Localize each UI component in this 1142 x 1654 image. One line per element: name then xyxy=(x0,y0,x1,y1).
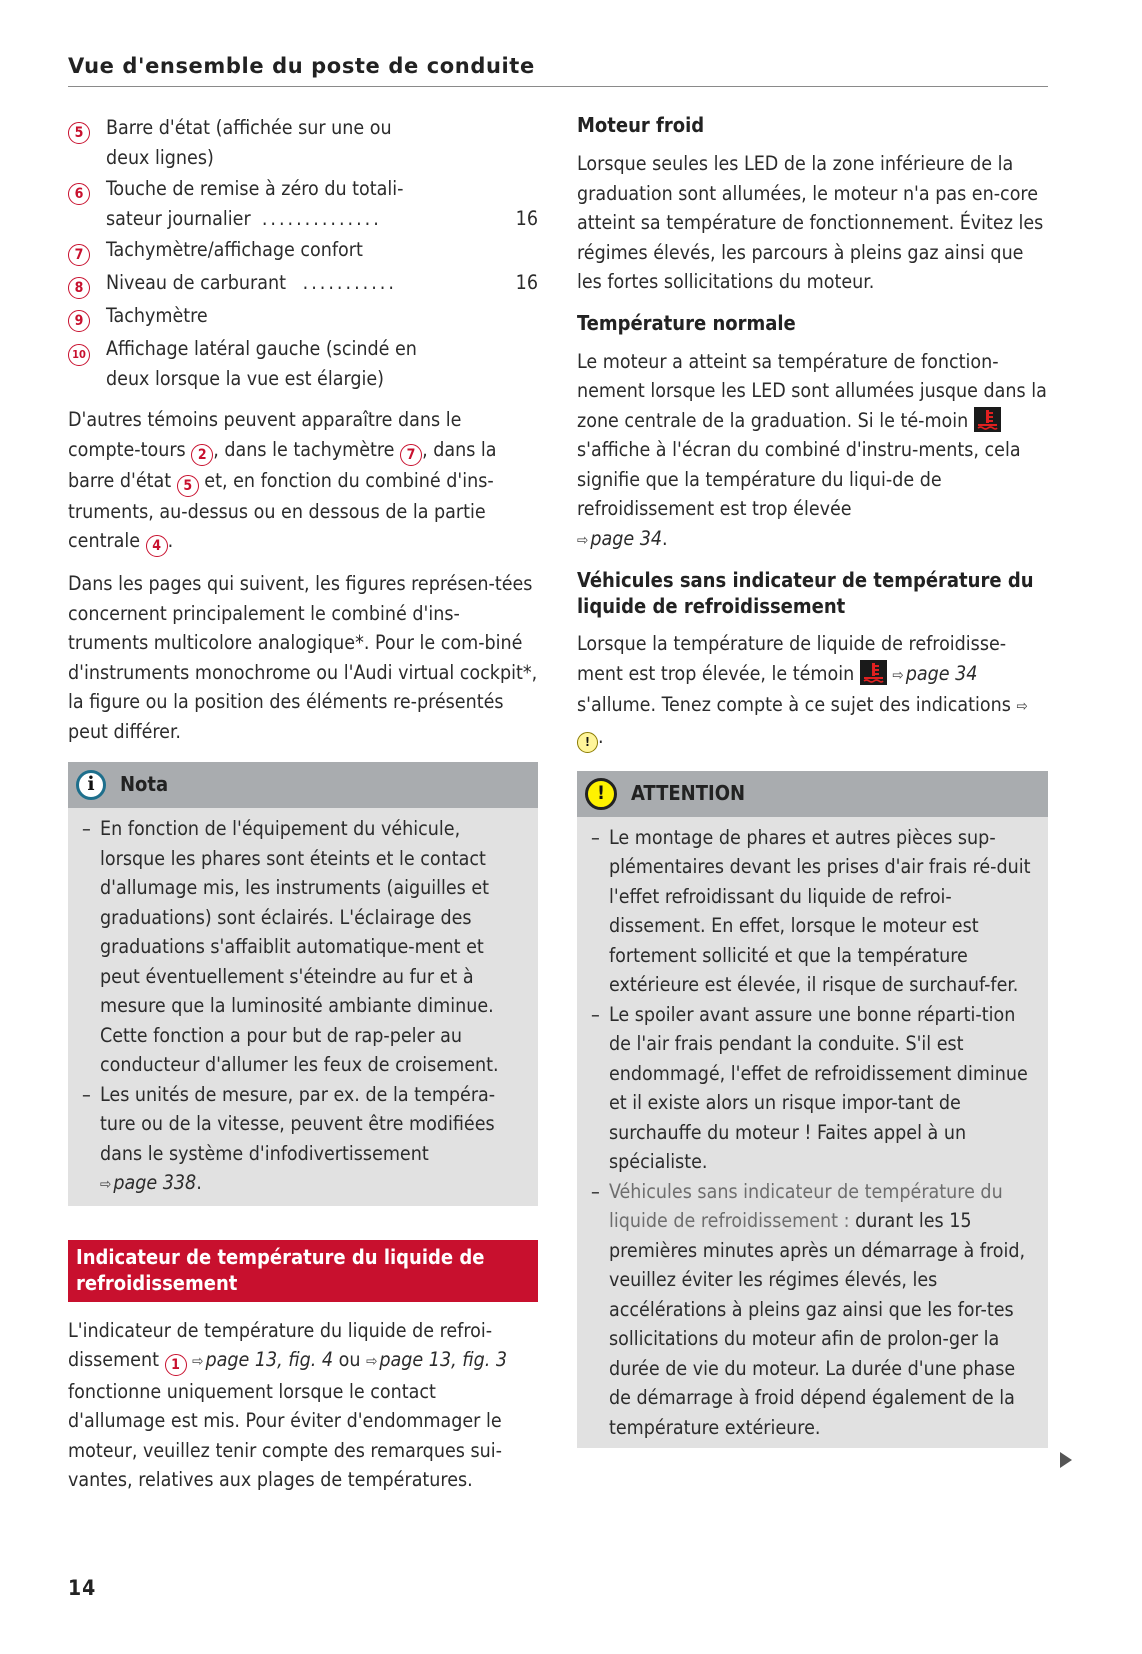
note-item: – Les unités de mesure, par ex. de la tempéra-ture ou de la vitesse, peuvent être modifiées dans le système d'infodivertissement ⇨ page 338. xyxy=(82,1082,496,1194)
text: fonctionne uniquement lorsque le contact d'allumage est mis. Pour éviter d'endommager le moteur, veuillez tenir compte des remarques sui-vantes, relatives aux plages de températures. xyxy=(68,1379,502,1491)
text: , dans la barre d'état xyxy=(68,437,497,492)
warning-item-text: Le spoiler avant assure une bonne réparti-tion de l'air frais pendant la conduite. S'il est endommagé, l'effet de refroidissement diminue et il existe alors un risque impor-tant de surchauffe du moteur ! Faites appel à un spécialiste. xyxy=(609,1002,1028,1174)
legend-text: Barre d'état (affichée sur une ou xyxy=(106,116,392,139)
callout-number: 8 xyxy=(68,277,90,299)
heading-normal-temperature: Température normale xyxy=(577,310,796,335)
warning-box xyxy=(577,771,1048,1449)
note-box xyxy=(68,762,538,1206)
page-ref-link[interactable] xyxy=(366,1348,507,1371)
condition-label: Véhicules sans indicateur de température du liquide de refroidissement : xyxy=(609,1179,1003,1233)
legend-item-5 xyxy=(68,113,538,172)
legend-item-7 xyxy=(68,235,538,266)
warning-ref-icon[interactable]: ! xyxy=(577,732,598,753)
warning-item: – Véhicules sans indicateur de température du liquide de refroidissement : durant les 15 premières minutes après un démarrage à froid, veuillez éviter les régimes élevés, les accélérations à pleins gaz ainsi que les for-tes sollicitations du moteur afin de prolon-ger la durée de vie du moteur. La durée d'une phase de démarrage à froid dépend également de la température extérieure. xyxy=(591,1179,1026,1439)
callout-number: 10 xyxy=(68,344,90,366)
arrow-right-icon: ⇨ xyxy=(892,665,904,684)
page-ref-link[interactable]: 16 xyxy=(515,206,538,230)
dot-leader: ........... xyxy=(302,271,397,294)
text: s'allume. Tenez compte à ce sujet des indications xyxy=(577,693,1017,716)
paragraph-cold-engine: Lorsque seules les LED de la zone inférieure de la graduation sont allumées, le moteur n'a pas en-core atteint sa température de fonctionnement. Évitez les régimes élevés, les parcours à pleins gaz ainsi que les fortes sollicitations du moteur. xyxy=(577,152,1044,293)
page-ref-text[interactable]: page 34 xyxy=(590,526,663,550)
paragraph-normal-temperature xyxy=(577,347,1048,556)
legend-item-6 xyxy=(68,174,538,233)
warning-list xyxy=(577,817,1048,1449)
coolant-temperature-warning-icon xyxy=(860,660,887,685)
info-icon: i xyxy=(76,770,106,800)
warning-header xyxy=(577,771,1048,817)
note-title: Nota xyxy=(120,772,169,797)
page-ref-text[interactable]: page 13, fig. 3 xyxy=(379,1348,508,1371)
warning-icon: ! xyxy=(585,778,617,810)
text: . xyxy=(598,724,604,748)
text: D'autres témoins peuvent apparaître dans le compte-tours xyxy=(68,408,462,461)
warning-title: ATTENTION xyxy=(631,781,746,805)
page-title: Vue d'ensemble du poste de conduite xyxy=(68,54,535,78)
coolant-temperature-warning-icon xyxy=(974,407,1001,432)
legend-text: Niveau de carburant xyxy=(106,271,286,294)
arrow-right-icon: ⇨ xyxy=(366,1352,378,1370)
warning-item-text: Le montage de phares et autres pièces sup-plémentaires devant les prises d'air frais ré-duit l'effet refroidissant du liquide de refroi-dissement. En effet, lorsque le moteur est fortement sollicité et que la température extérieure est élevée, il risque de surchauf-fer. xyxy=(609,825,1031,997)
page-ref-link[interactable] xyxy=(100,1171,196,1194)
page-ref-link[interactable] xyxy=(192,1348,333,1371)
text: L'indicateur de température du liquide de refroi-dissement xyxy=(68,1318,493,1371)
paragraph-figures-note: Dans les pages qui suivent, les figures représen-tées concernent principalement le combiné d'ins-truments multicolore analogique*. Pour le com-biné d'instruments monochrome ou l'Audi virtual cockpit*, la figure ou la position des éléments re-présentés peut différer. xyxy=(68,572,538,743)
text: Lorsque la température de liquide de refroidisse-ment est trop élevée, le témoin xyxy=(577,632,1007,685)
callout-number: 6 xyxy=(68,183,90,205)
legend-text: Tachymètre xyxy=(106,304,208,327)
paragraph-without-indicator xyxy=(577,629,1048,753)
text: s'affiche à l'écran du combiné d'instru-ments, cela signifie que la température du liqui-de de refroidissement est trop élevée xyxy=(577,438,1021,520)
note-item: – En fonction de l'équipement du véhicule, lorsque les phares sont éteints et le contact d'allumage mis, les instruments (aiguilles et graduations) sont éclairés. L'éclairage des graduations s'affaiblit automatique-ment et peut éventuellement s'éteindre au fur et à mesure que la luminosité ambiante diminue. Cette fonction a pour but de rap-peler au conducteur d'allumer les feux de croisement. xyxy=(82,814,524,1080)
legend-item-9 xyxy=(68,301,538,332)
callout-number: 9 xyxy=(68,310,90,332)
note-item-text: Les unités de mesure, par ex. de la tempéra-ture ou de la vitesse, peuvent être modifiées dans le système d'infodivertissement xyxy=(100,1082,496,1165)
legend-list xyxy=(68,113,538,393)
dot-leader: .............. xyxy=(261,206,382,230)
text: . xyxy=(196,1171,202,1194)
paragraph-other-indicators xyxy=(68,405,538,557)
paragraph-coolant-indicator xyxy=(68,1316,538,1495)
callout-number: 1 xyxy=(165,1354,187,1376)
note-header xyxy=(68,762,538,808)
page-ref-text[interactable]: page 34 xyxy=(905,661,978,685)
arrow-right-icon: ⇨ xyxy=(192,1352,204,1370)
page-ref-text[interactable]: page 338 xyxy=(113,1171,197,1194)
right-column xyxy=(577,113,1048,1448)
legend-text: deux lorsque la vue est élargie) xyxy=(106,366,384,390)
callout-number: 5 xyxy=(68,122,90,144)
arrow-right-icon: ⇨ xyxy=(577,530,589,549)
text: , dans le tachymètre xyxy=(213,437,401,461)
heading-cold-engine: Moteur froid xyxy=(577,113,705,137)
text: Le moteur a atteint sa température de fonction-nement lorsque les LED sont allumées jusque dans la zone centrale de la graduation. Si le té-moin xyxy=(577,349,1047,432)
warning-item: – Le montage de phares et autres pièces sup-plémentaires devant les prises d'air frais ré-duit l'effet refroidissant du liquide de refroi-dissement. En effet, lorsque le moteur est fortement sollicité et que la température extérieure est élevée, il risque de surchauf-fer. xyxy=(591,823,1034,1000)
text: . xyxy=(167,529,174,552)
note-item-text: En fonction de l'équipement du véhicule, lorsque les phares sont éteints et le contact d'allumage mis, les instruments (aiguilles et graduations) sont éclairés. L'éclairage des graduations s'affaiblit automatique-ment et peut éventuellement s'éteindre au fur et à mesure que la luminosité ambiante diminue. Cette fonction a pour but de rap-peler au conducteur d'allumer les feux de croisement. xyxy=(100,817,499,1076)
callout-number: 5 xyxy=(177,475,199,497)
legend-item-8 xyxy=(68,268,538,299)
heading-without-indicator: Véhicules sans indicateur de température du liquide de refroidissement xyxy=(577,568,1034,618)
warning-item-text: durant les 15 premières minutes après un démarrage à froid, veuillez éviter les régimes élevés, les accélérations à pleins gaz ainsi que les for-tes sollicitations du moteur afin de prolon-ger la durée de vie du moteur. La durée d'une phase de démarrage à froid dépend également de la température extérieure. xyxy=(609,1209,1026,1439)
warning-item: – Le spoiler avant assure une bonne réparti-tion de l'air frais pendant la conduite. S'il est endommagé, l'effet de refroidissement diminue et il existe alors un risque impor-tant de surchauffe du moteur ! Faites appel à un spécialiste. xyxy=(591,1000,1034,1177)
legend-item-10 xyxy=(68,334,538,393)
text: et, en fonction du combiné d'ins-truments, au-dessus ou en dessous de la partie centrale xyxy=(68,468,494,552)
text: . xyxy=(662,526,668,550)
arrow-right-icon: ⇨ xyxy=(1016,697,1028,715)
callout-number: 4 xyxy=(146,535,168,557)
page-ref-link[interactable] xyxy=(577,527,662,550)
page-ref-link[interactable]: 16 xyxy=(515,271,538,294)
section-heading: Indicateur de température du liquide de refroidissement xyxy=(68,1240,538,1302)
callout-number: 7 xyxy=(400,444,422,466)
left-column xyxy=(68,113,538,1495)
page-ref-link[interactable] xyxy=(892,662,977,685)
continue-arrow-icon xyxy=(1060,1452,1072,1468)
legend-text: Affichage latéral gauche (scindé en xyxy=(106,337,417,360)
legend-text: Tachymètre/affichage confort xyxy=(106,238,363,261)
legend-text: deux lignes) xyxy=(106,145,214,169)
arrow-right-icon: ⇨ xyxy=(100,1175,112,1193)
page-header xyxy=(68,52,1048,87)
page-number: 14 xyxy=(68,1576,97,1600)
header-rule xyxy=(68,86,1048,87)
text: ou xyxy=(333,1348,367,1371)
callout-number: 2 xyxy=(191,444,213,466)
callout-number: 7 xyxy=(68,244,90,266)
page-ref-text[interactable]: page 13, fig. 4 xyxy=(205,1348,334,1371)
legend-text: Touche de remise à zéro du totali- xyxy=(106,177,404,200)
legend-text: sateur journalier xyxy=(106,206,251,230)
note-list xyxy=(68,808,538,1206)
